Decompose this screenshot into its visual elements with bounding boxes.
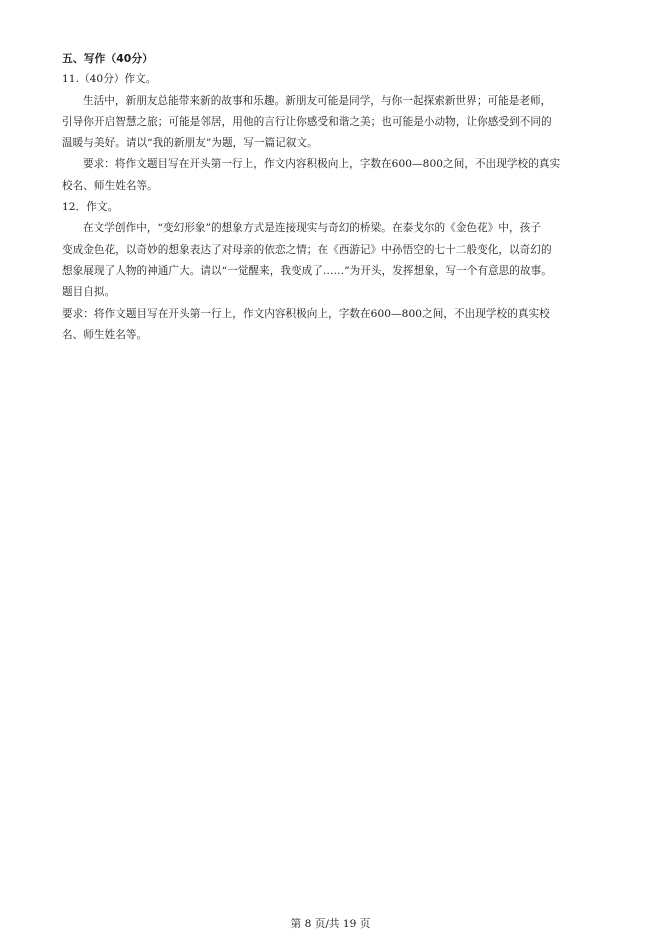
q12-requirement-line: 要求：将作文题目写在开头第一行上，作文内容积极向上，字数在600—800之间，不出现学校的真实校 (62, 307, 550, 320)
question-12-title: 12．作文。 (62, 201, 119, 214)
q11-prompt-line: 生活中，新朋友总能带来新的故事和乐趣。新朋友可能是同学，与你一起探索新世界；可能是老师， (83, 94, 552, 107)
q11-requirement-line: 要求：将作文题目写在开头第一行上，作文内容积极向上，字数在600—800之间，不出现学校的真实 (83, 158, 561, 171)
q11-requirement-line: 校名、师生姓名等。 (62, 179, 158, 192)
q12-requirement-line: 名、师生姓名等。 (62, 328, 148, 341)
q12-prompt-line: 想象展现了人物的神通广大。请以“一觉醒来，我变成了……”为开头，发挥想象，写一个有意思的故事。 (62, 264, 552, 277)
page-number: 第 8 页/共 19 页 (290, 918, 371, 930)
q12-prompt-line: 在文学创作中，“变幻形象”的想象方式是连接现实与奇幻的桥梁。在泰戈尔的《金色花》中，孩子 (83, 222, 541, 235)
q12-prompt-line: 题目自拟。 (62, 286, 116, 299)
page-content (62, 48, 607, 346)
q12-prompt-line: 变成金色花，以奇妙的想象表达了对母亲的依恋之情；在《西游记》中孙悟空的七十二般变化，以奇幻的 (62, 243, 552, 256)
q11-prompt-line: 温暖与美好。请以“我的新朋友”为题，写一篇记叙文。 (62, 137, 318, 150)
q11-prompt-line: 引导你开启智慧之旅；可能是邻居，用他的言行让你感受和谐之美；也可能是小动物，让你感受到不同的 (62, 115, 552, 128)
section-heading: 五、写作（40分） (62, 52, 154, 65)
question-11-title: 11.（40分）作文。 (62, 73, 157, 86)
